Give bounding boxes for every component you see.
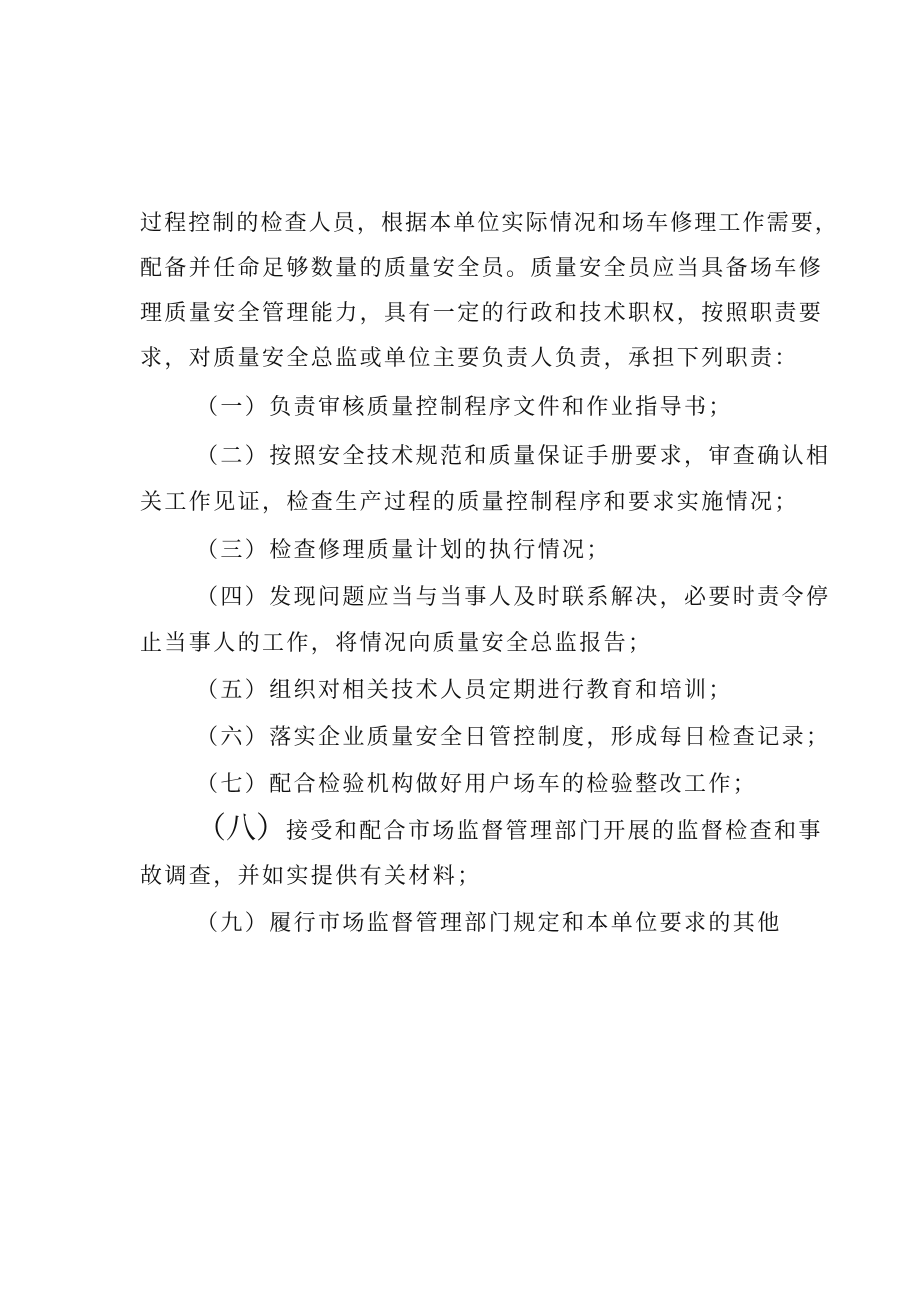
paragraph-line-2: 配备并任命足够数量的质量安全员。质量安全员应当具备场车修: [140, 256, 824, 281]
list-item-3: （三）检查修理质量计划的执行情况；: [196, 538, 611, 563]
list-item-8-text: 接受和配合市场监督管理部门开展的监督检查和事: [286, 819, 823, 844]
paragraph-line-1: 过程控制的检查人员，根据本单位实际情况和场车修理工作需要，: [140, 211, 839, 236]
list-item-6: （六）落实企业质量安全日管控制度，形成每日检查记录；: [196, 725, 831, 750]
list-item-7: （七）配合检验机构做好用户场车的检验整改工作；: [196, 772, 758, 797]
list-item-2: （二）按照安全技术规范和质量保证手册要求，审查确认相: [196, 444, 831, 469]
list-item-8: [196, 811, 823, 847]
list-item-9: （九）履行市场监督管理部门规定和本单位要求的其他: [196, 911, 782, 936]
list-item-4: （四）发现问题应当与当事人及时联系解决，必要时责令停: [196, 585, 831, 610]
paragraph-line-4: 求，对质量安全总监或单位主要负责人负责，承担下列职责：: [140, 346, 799, 371]
paragraph-line-3: 理质量安全管理能力，具有一定的行政和技术职权，按照职责要: [140, 301, 824, 326]
list-item-8-continued: 故调查，并如实提供有关材料；: [140, 864, 482, 889]
list-item-1: （一）负责审核质量控制程序文件和作业指导书；: [196, 395, 733, 420]
list-item-2-continued: 关工作见证，检查生产过程的质量控制程序和要求实施情况；: [140, 490, 799, 515]
list-item-8-label: （八）: [196, 811, 286, 846]
list-item-5: （五）组织对相关技术人员定期进行教育和培训；: [196, 678, 733, 703]
list-item-4-continued: 止当事人的工作，将情况向质量安全总监报告；: [140, 631, 653, 656]
